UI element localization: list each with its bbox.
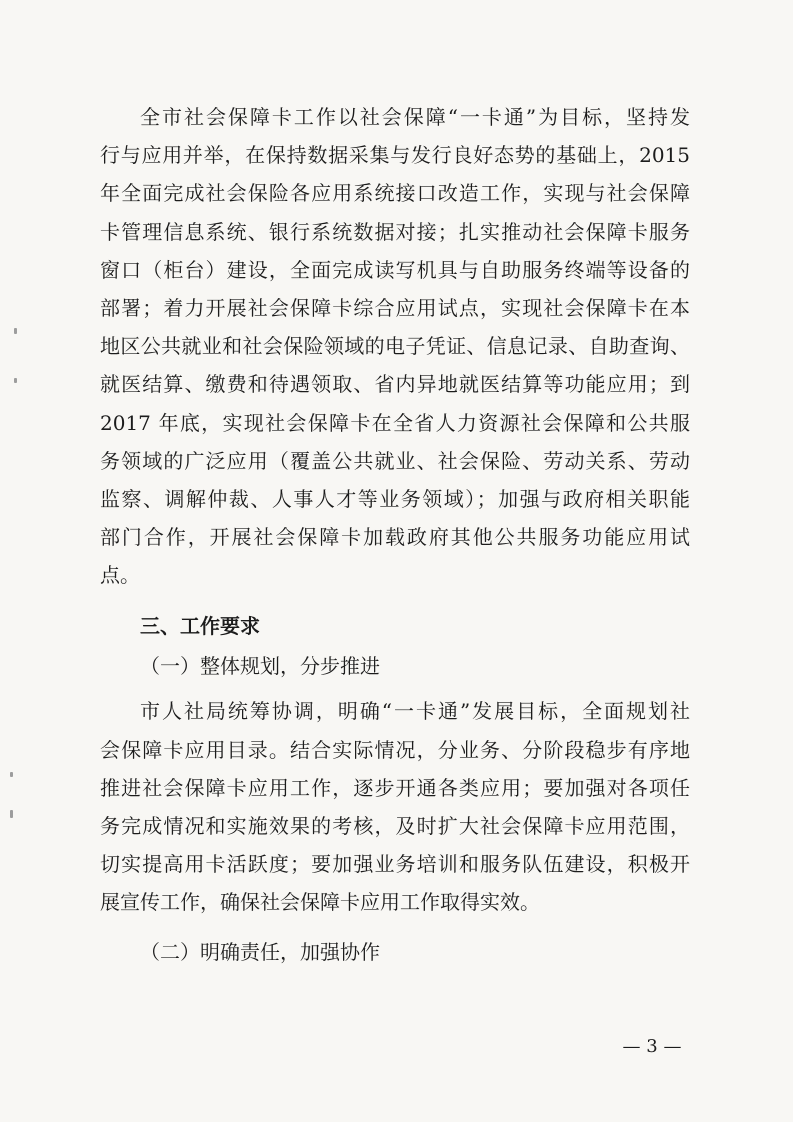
text-line: 年全面完成社会保险各应用系统接口改造工作，实现与社会保障 [100,181,690,206]
text-line: 行与应用并举，在保持数据采集与发行良好态势的基础上，2015 [100,143,690,168]
scan-mark [14,378,17,383]
scan-mark [10,772,13,777]
scan-mark [14,328,17,334]
text-line: 部署；着力开展社会保障卡综合应用试点，实现社会保障卡在本 [100,295,690,320]
text-line: 市人社局统筹协调，明确“一卡通”发展目标，全面规划社 [140,699,690,724]
document-body [100,98,690,978]
text-line: 推进社会保障卡应用工作，逐步开通各类应用；要加强对各项任 [100,775,690,800]
text-line: 全市社会保障卡工作以社会保障“一卡通”为目标，坚持发 [140,105,690,129]
page-number: — 3 — [622,1036,682,1057]
text-line: 地区公共就业和社会保险领域的电子凭证、信息记录、自助查询、 [100,334,690,359]
subheading-1: （一）整体规划，分步推进 [140,654,380,679]
text-line: 2017 年底，实现社会保障卡在全省人力资源社会保障和公共服 [100,410,690,435]
scan-mark [10,810,13,818]
paragraph-2 [100,692,690,921]
paragraph-1 [100,98,690,594]
section-heading: 三、工作要求 [140,614,260,639]
text-line: 窗口（柜台）建设，全面完成读写机具与自助服务终端等设备的 [100,257,690,282]
text-line: 部门合作，开展社会保障卡加载政府其他公共服务功能应用试 [100,525,690,550]
text-line: 务领域的广泛应用（覆盖公共就业、社会保险、劳动关系、劳动 [100,448,690,473]
text-line: 切实提高用卡活跃度；要加强业务培训和服务队伍建设，积极开 [100,852,690,877]
text-line: 点。 [100,563,140,588]
text-line: 展宣传工作，确保社会保障卡应用工作取得实效。 [100,890,540,915]
subheading-2: （二）明确责任，加强协作 [140,939,380,964]
text-line: 监察、调解仲裁、人事人才等业务领域）；加强与政府相关职能 [100,486,690,511]
text-line: 会保障卡应用目录。结合实际情况，分业务、分阶段稳步有序地 [100,737,690,762]
text-line: 务完成情况和实施效果的考核，及时扩大社会保障卡应用范围， [100,814,690,838]
text-line: 卡管理信息系统、银行系统数据对接；扎实推动社会保障卡服务 [100,219,690,244]
text-line: 就医结算、缴费和待遇领取、省内异地就医结算等功能应用；到 [100,372,690,397]
